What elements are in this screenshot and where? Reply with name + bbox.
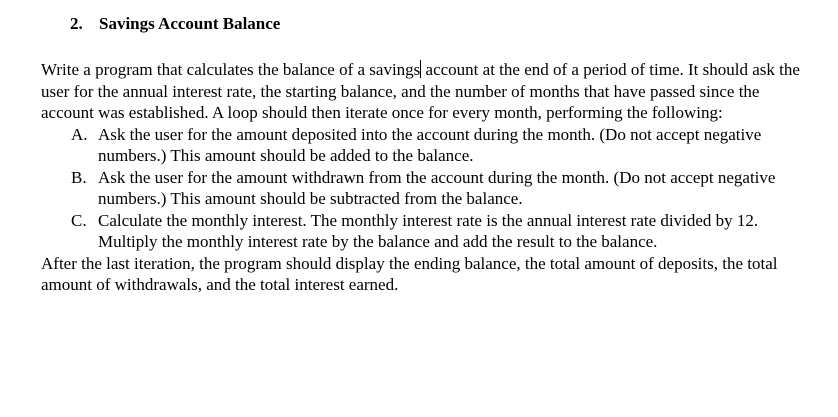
list-item-text: Ask the user for the amount deposited into the account during the month. (Do not accept negative numbers.) This amount should be added to the balance.: [98, 124, 762, 165]
list-marker: B.: [71, 167, 87, 187]
intro-paragraph: [41, 59, 801, 124]
list-item: [41, 124, 801, 167]
list-item-text: Calculate the monthly interest. The monthly interest rate is the annual interest rate divided by 12. Multiply the monthly interest rate by the balance and add the result to the balance.: [98, 210, 759, 251]
section-heading: [70, 14, 280, 34]
list-marker: C.: [71, 210, 87, 230]
document-body[interactable]: [41, 59, 801, 296]
section-title: Savings Account Balance: [99, 14, 281, 33]
closing-paragraph: After the last iteration, the program should display the ending balance, the total amount of deposits, the total amount of withdrawals, and the total interest earned.: [41, 253, 778, 294]
intro-text-start: Write a program that calculates the balance of a savings: [41, 60, 421, 79]
list-item: [41, 167, 801, 210]
list-item-text: Ask the user for the amount withdrawn from the account during the month. (Do not accept negative numbers.) This amount should be subtracted from the balance.: [98, 167, 776, 208]
steps-list: [41, 124, 801, 253]
list-marker: A.: [71, 124, 88, 144]
intro-text-end: account at the end of a period of time. It should ask the user for the annual interest rate, the starting balance, and the number of months that have passed since the account was established. A loop should then iterate once for every month, performing the following:: [41, 60, 800, 122]
section-number: 2.: [70, 14, 83, 33]
list-item: [41, 210, 801, 253]
